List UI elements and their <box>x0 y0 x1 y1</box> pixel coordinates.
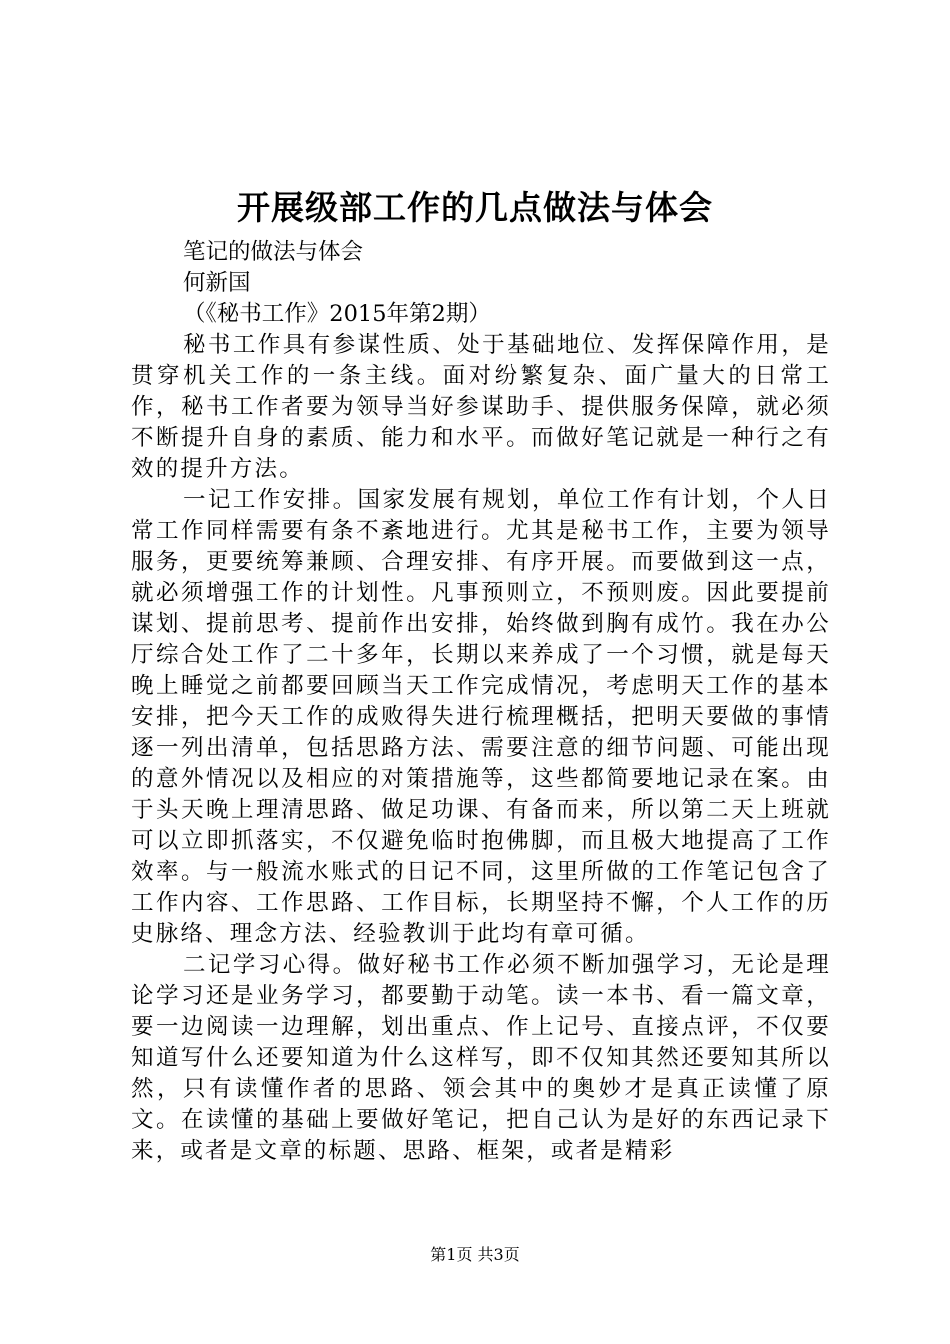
document-author: 何新国 <box>183 270 251 296</box>
document-subtitle: 笔记的做法与体会 <box>183 239 364 265</box>
document-title: 开展级部工作的几点做法与体会 <box>237 188 713 227</box>
paragraph-work-arrangement: 一记工作安排。国家发展有规划，单位工作有计划，个人日常工作同样需要有条不紊地进行。尤其是秘书工作，主要为领导服务，更要统筹兼顾、合理安排、有序开展。而要做到这一点，就必须增强工作的计划性。凡事预则立，不预则废。因此要提前谋划、提前思考、提前作出安排，始终做到胸有成竹。我在办公厅综合处工作了二十多年，长期以来养成了一个习惯，就是每天晚上睡觉之前都要回顾当天工作完成情况，考虑明天工作的基本安排，把今天工作的成败得失进行梳理概括，把明天要做的事情逐一列出清单，包括思路方法、需要注意的细节问题、可能出现的意外情况以及相应的对策措施等，这些都简要地记录在案。由于头天晚上理清思路、做足功课、有备而来，所以第二天上班就可以立即抓落实，不仅避免临时抱佛脚，而且极大地提高了工作效率。与一般流水账式的日记不同，这里所做的工作笔记包含了工作内容、工作思路、工作目标，长期坚持不懈，个人工作的历史脉络、理念方法、经验教训于此均有章可循。 <box>131 487 831 947</box>
document-body <box>131 237 831 1167</box>
paragraph-study-notes: 二记学习心得。做好秘书工作必须不断加强学习，无论是理论学习还是业务学习，都要勤于动笔。读一本书、看一篇文章，要一边阅读一边理解，划出重点、作上记号、直接点评，不仅要知道写什么还要知道为什么这样写，即不仅知其然还要知其所以然，只有读懂作者的思路、领会其中的奥妙才是真正读懂了原文。在读懂的基础上要做好笔记，把自己认为是好的东西记录下来，或者是文章的标题、思路、框架，或者是精彩 <box>131 952 831 1164</box>
document-source: （《秘书工作》2015年第2期） <box>183 301 491 327</box>
page-footer: 第1页 共3页 <box>430 1245 520 1264</box>
paragraph-intro: 秘书工作具有参谋性质、处于基础地位、发挥保障作用，是贯穿机关工作的一条主线。面对纷繁复杂、面广量大的日常工作，秘书工作者要为领导当好参谋助手、提供服务保障，就必须不断提升自身的素质、能力和水平。而做好笔记就是一种行之有效的提升方法。 <box>131 332 831 482</box>
